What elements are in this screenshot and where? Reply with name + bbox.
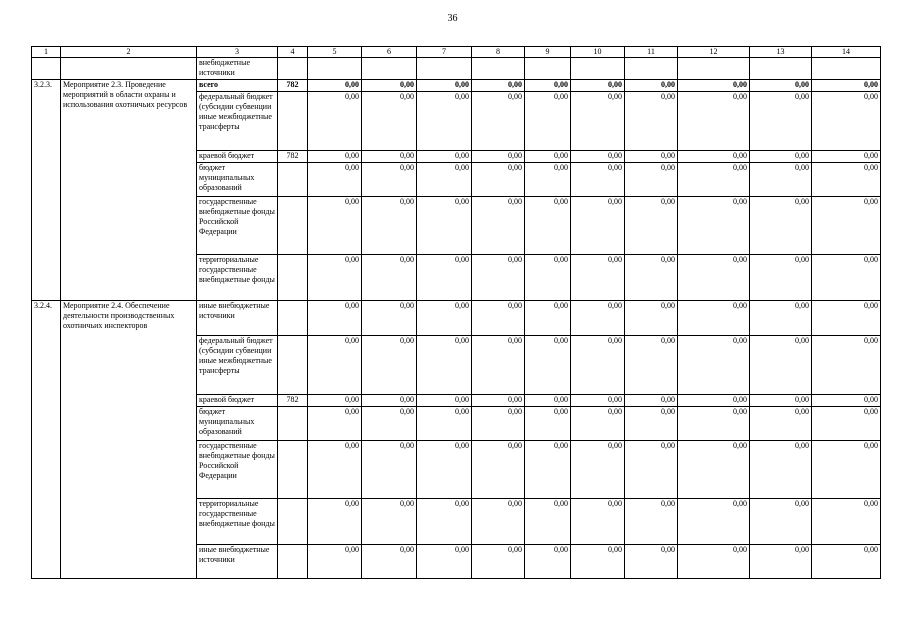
value-cell: 0,00 bbox=[812, 80, 881, 92]
funding-source: краевой бюджет bbox=[197, 395, 278, 407]
value-cell: 0,00 bbox=[750, 92, 812, 151]
value-cell: 0,00 bbox=[571, 80, 625, 92]
value-cell: 0,00 bbox=[750, 441, 812, 499]
header-cell: 5 bbox=[308, 47, 362, 58]
header-cell: 1 bbox=[32, 47, 61, 58]
department-code bbox=[278, 336, 308, 395]
empty-cell bbox=[525, 58, 571, 80]
value-cell: 0,00 bbox=[750, 395, 812, 407]
value-cell: 0,00 bbox=[812, 545, 881, 579]
value-cell: 0,00 bbox=[625, 545, 678, 579]
value-cell: 0,00 bbox=[812, 255, 881, 301]
value-cell: 0,00 bbox=[678, 545, 750, 579]
value-cell: 0,00 bbox=[308, 92, 362, 151]
value-cell: 0,00 bbox=[525, 395, 571, 407]
value-cell: 0,00 bbox=[678, 301, 750, 336]
value-cell: 0,00 bbox=[362, 301, 417, 336]
value-cell: 0,00 bbox=[750, 163, 812, 197]
department-code: 782 bbox=[278, 151, 308, 163]
value-cell: 0,00 bbox=[472, 407, 525, 441]
value-cell: 0,00 bbox=[678, 255, 750, 301]
source-cell: внебюджетные источники bbox=[197, 58, 278, 80]
header-cell: 10 bbox=[571, 47, 625, 58]
value-cell: 0,00 bbox=[417, 197, 472, 255]
value-cell: 0,00 bbox=[678, 441, 750, 499]
funding-source: краевой бюджет bbox=[197, 151, 278, 163]
value-cell: 0,00 bbox=[362, 197, 417, 255]
value-cell: 0,00 bbox=[472, 80, 525, 92]
value-cell: 0,00 bbox=[678, 92, 750, 151]
department-code bbox=[278, 407, 308, 441]
empty-cell bbox=[750, 58, 812, 80]
value-cell: 0,00 bbox=[625, 197, 678, 255]
header-cell: 7 bbox=[417, 47, 472, 58]
value-cell: 0,00 bbox=[571, 407, 625, 441]
event-code: 3.2.3. bbox=[32, 80, 61, 301]
value-cell: 0,00 bbox=[625, 80, 678, 92]
header-cell: 14 bbox=[812, 47, 881, 58]
header-cell: 12 bbox=[678, 47, 750, 58]
event-code: 3.2.4. bbox=[32, 301, 61, 579]
value-cell: 0,00 bbox=[525, 255, 571, 301]
value-cell: 0,00 bbox=[417, 395, 472, 407]
funding-source: территориальные государственные внебюджетные фонды bbox=[197, 499, 278, 545]
value-cell: 0,00 bbox=[417, 407, 472, 441]
funding-source: государственные внебюджетные фонды Российской Федерации bbox=[197, 197, 278, 255]
value-cell: 0,00 bbox=[308, 163, 362, 197]
value-cell: 0,00 bbox=[678, 151, 750, 163]
value-cell: 0,00 bbox=[472, 301, 525, 336]
value-cell: 0,00 bbox=[308, 301, 362, 336]
department-code bbox=[278, 255, 308, 301]
value-cell: 0,00 bbox=[308, 395, 362, 407]
value-cell: 0,00 bbox=[750, 545, 812, 579]
value-cell: 0,00 bbox=[625, 499, 678, 545]
value-cell: 0,00 bbox=[308, 407, 362, 441]
funding-source: государственные внебюджетные фонды Российской Федерации bbox=[197, 441, 278, 499]
header-cell: 8 bbox=[472, 47, 525, 58]
funding-source: территориальные государственные внебюджетные фонды bbox=[197, 255, 278, 301]
value-cell: 0,00 bbox=[678, 163, 750, 197]
funding-source: иные внебюджетные источники bbox=[197, 301, 278, 336]
budget-table bbox=[31, 46, 881, 579]
value-cell: 0,00 bbox=[678, 336, 750, 395]
value-cell: 0,00 bbox=[472, 499, 525, 545]
value-cell: 0,00 bbox=[678, 395, 750, 407]
empty-cell bbox=[278, 58, 308, 80]
value-cell: 0,00 bbox=[417, 255, 472, 301]
value-cell: 0,00 bbox=[417, 301, 472, 336]
value-cell: 0,00 bbox=[308, 336, 362, 395]
value-cell: 0,00 bbox=[362, 407, 417, 441]
value-cell: 0,00 bbox=[417, 80, 472, 92]
value-cell: 0,00 bbox=[417, 151, 472, 163]
value-cell: 0,00 bbox=[362, 151, 417, 163]
value-cell: 0,00 bbox=[308, 151, 362, 163]
value-cell: 0,00 bbox=[625, 92, 678, 151]
value-cell: 0,00 bbox=[472, 255, 525, 301]
value-cell: 0,00 bbox=[525, 545, 571, 579]
value-cell: 0,00 bbox=[750, 80, 812, 92]
empty-cell bbox=[625, 58, 678, 80]
funding-source: федеральный бюджет (субсидии субвенции иные межбюджетные трансферты bbox=[197, 92, 278, 151]
empty-cell bbox=[571, 58, 625, 80]
value-cell: 0,00 bbox=[362, 336, 417, 395]
value-cell: 0,00 bbox=[750, 301, 812, 336]
value-cell: 0,00 bbox=[812, 163, 881, 197]
value-cell: 0,00 bbox=[362, 80, 417, 92]
value-cell: 0,00 bbox=[812, 151, 881, 163]
page-number: 36 bbox=[447, 13, 458, 24]
table-row bbox=[32, 80, 881, 92]
value-cell: 0,00 bbox=[812, 301, 881, 336]
value-cell: 0,00 bbox=[525, 151, 571, 163]
department-code bbox=[278, 545, 308, 579]
value-cell: 0,00 bbox=[362, 163, 417, 197]
value-cell: 0,00 bbox=[525, 441, 571, 499]
value-cell: 0,00 bbox=[571, 163, 625, 197]
value-cell: 0,00 bbox=[750, 336, 812, 395]
value-cell: 0,00 bbox=[750, 151, 812, 163]
value-cell: 0,00 bbox=[678, 80, 750, 92]
value-cell: 0,00 bbox=[525, 92, 571, 151]
value-cell: 0,00 bbox=[472, 151, 525, 163]
table-row bbox=[32, 301, 881, 336]
value-cell: 0,00 bbox=[472, 336, 525, 395]
continuation-row bbox=[32, 58, 881, 80]
department-code: 782 bbox=[278, 80, 308, 92]
value-cell: 0,00 bbox=[812, 407, 881, 441]
department-code bbox=[278, 499, 308, 545]
name-cell bbox=[61, 58, 197, 80]
value-cell: 0,00 bbox=[678, 407, 750, 441]
value-cell: 0,00 bbox=[417, 336, 472, 395]
value-cell: 0,00 bbox=[472, 163, 525, 197]
value-cell: 0,00 bbox=[812, 441, 881, 499]
value-cell: 0,00 bbox=[525, 163, 571, 197]
value-cell: 0,00 bbox=[525, 301, 571, 336]
value-cell: 0,00 bbox=[571, 545, 625, 579]
value-cell: 0,00 bbox=[472, 197, 525, 255]
value-cell: 0,00 bbox=[812, 92, 881, 151]
value-cell: 0,00 bbox=[472, 92, 525, 151]
department-code bbox=[278, 163, 308, 197]
header-cell: 11 bbox=[625, 47, 678, 58]
value-cell: 0,00 bbox=[750, 255, 812, 301]
event-name: Мероприятие 2.3. Проведение мероприятий в области охраны и использования охотничьих ресурсов bbox=[61, 80, 197, 301]
header-cell: 3 bbox=[197, 47, 278, 58]
value-cell: 0,00 bbox=[812, 197, 881, 255]
empty-cell bbox=[472, 58, 525, 80]
value-cell: 0,00 bbox=[625, 407, 678, 441]
value-cell: 0,00 bbox=[417, 163, 472, 197]
value-cell: 0,00 bbox=[625, 395, 678, 407]
value-cell: 0,00 bbox=[571, 441, 625, 499]
value-cell: 0,00 bbox=[308, 255, 362, 301]
funding-source: бюджет муниципальных образований bbox=[197, 407, 278, 441]
value-cell: 0,00 bbox=[308, 441, 362, 499]
value-cell: 0,00 bbox=[812, 395, 881, 407]
funding-source: иные внебюджетные источники bbox=[197, 545, 278, 579]
empty-cell bbox=[678, 58, 750, 80]
value-cell: 0,00 bbox=[362, 255, 417, 301]
department-code bbox=[278, 441, 308, 499]
header-cell: 4 bbox=[278, 47, 308, 58]
value-cell: 0,00 bbox=[472, 395, 525, 407]
empty-cell bbox=[362, 58, 417, 80]
value-cell: 0,00 bbox=[678, 197, 750, 255]
funding-source: федеральный бюджет (субсидии субвенции иные межбюджетные трансферты bbox=[197, 336, 278, 395]
value-cell: 0,00 bbox=[308, 499, 362, 545]
header-cell: 6 bbox=[362, 47, 417, 58]
value-cell: 0,00 bbox=[362, 441, 417, 499]
value-cell: 0,00 bbox=[812, 336, 881, 395]
value-cell: 0,00 bbox=[571, 151, 625, 163]
funding-source: всего bbox=[197, 80, 278, 92]
value-cell: 0,00 bbox=[525, 499, 571, 545]
value-cell: 0,00 bbox=[750, 407, 812, 441]
value-cell: 0,00 bbox=[525, 407, 571, 441]
header-cell: 2 bbox=[61, 47, 197, 58]
department-code bbox=[278, 92, 308, 151]
department-code: 782 bbox=[278, 395, 308, 407]
value-cell: 0,00 bbox=[417, 545, 472, 579]
value-cell: 0,00 bbox=[417, 499, 472, 545]
value-cell: 0,00 bbox=[472, 545, 525, 579]
value-cell: 0,00 bbox=[750, 197, 812, 255]
value-cell: 0,00 bbox=[362, 545, 417, 579]
value-cell: 0,00 bbox=[750, 499, 812, 545]
value-cell: 0,00 bbox=[472, 441, 525, 499]
value-cell: 0,00 bbox=[625, 336, 678, 395]
value-cell: 0,00 bbox=[308, 80, 362, 92]
value-cell: 0,00 bbox=[571, 92, 625, 151]
value-cell: 0,00 bbox=[308, 197, 362, 255]
header-cell: 9 bbox=[525, 47, 571, 58]
value-cell: 0,00 bbox=[362, 499, 417, 545]
value-cell: 0,00 bbox=[571, 499, 625, 545]
department-code bbox=[278, 197, 308, 255]
empty-cell bbox=[417, 58, 472, 80]
value-cell: 0,00 bbox=[571, 255, 625, 301]
code-cell bbox=[32, 58, 61, 80]
value-cell: 0,00 bbox=[525, 197, 571, 255]
event-name: Мероприятие 2.4. Обеспечение деятельности производственных охотничьих инспекторов bbox=[61, 301, 197, 579]
value-cell: 0,00 bbox=[625, 441, 678, 499]
value-cell: 0,00 bbox=[525, 80, 571, 92]
value-cell: 0,00 bbox=[571, 301, 625, 336]
header-row bbox=[32, 47, 881, 58]
value-cell: 0,00 bbox=[678, 499, 750, 545]
value-cell: 0,00 bbox=[417, 441, 472, 499]
value-cell: 0,00 bbox=[625, 301, 678, 336]
value-cell: 0,00 bbox=[625, 163, 678, 197]
value-cell: 0,00 bbox=[362, 92, 417, 151]
value-cell: 0,00 bbox=[362, 395, 417, 407]
value-cell: 0,00 bbox=[417, 92, 472, 151]
funding-source: бюджет муниципальных образований bbox=[197, 163, 278, 197]
value-cell: 0,00 bbox=[525, 336, 571, 395]
department-code bbox=[278, 301, 308, 336]
value-cell: 0,00 bbox=[571, 336, 625, 395]
empty-cell bbox=[812, 58, 881, 80]
value-cell: 0,00 bbox=[625, 255, 678, 301]
header-cell: 13 bbox=[750, 47, 812, 58]
value-cell: 0,00 bbox=[571, 395, 625, 407]
value-cell: 0,00 bbox=[308, 545, 362, 579]
empty-cell bbox=[308, 58, 362, 80]
value-cell: 0,00 bbox=[625, 151, 678, 163]
value-cell: 0,00 bbox=[812, 499, 881, 545]
value-cell: 0,00 bbox=[571, 197, 625, 255]
